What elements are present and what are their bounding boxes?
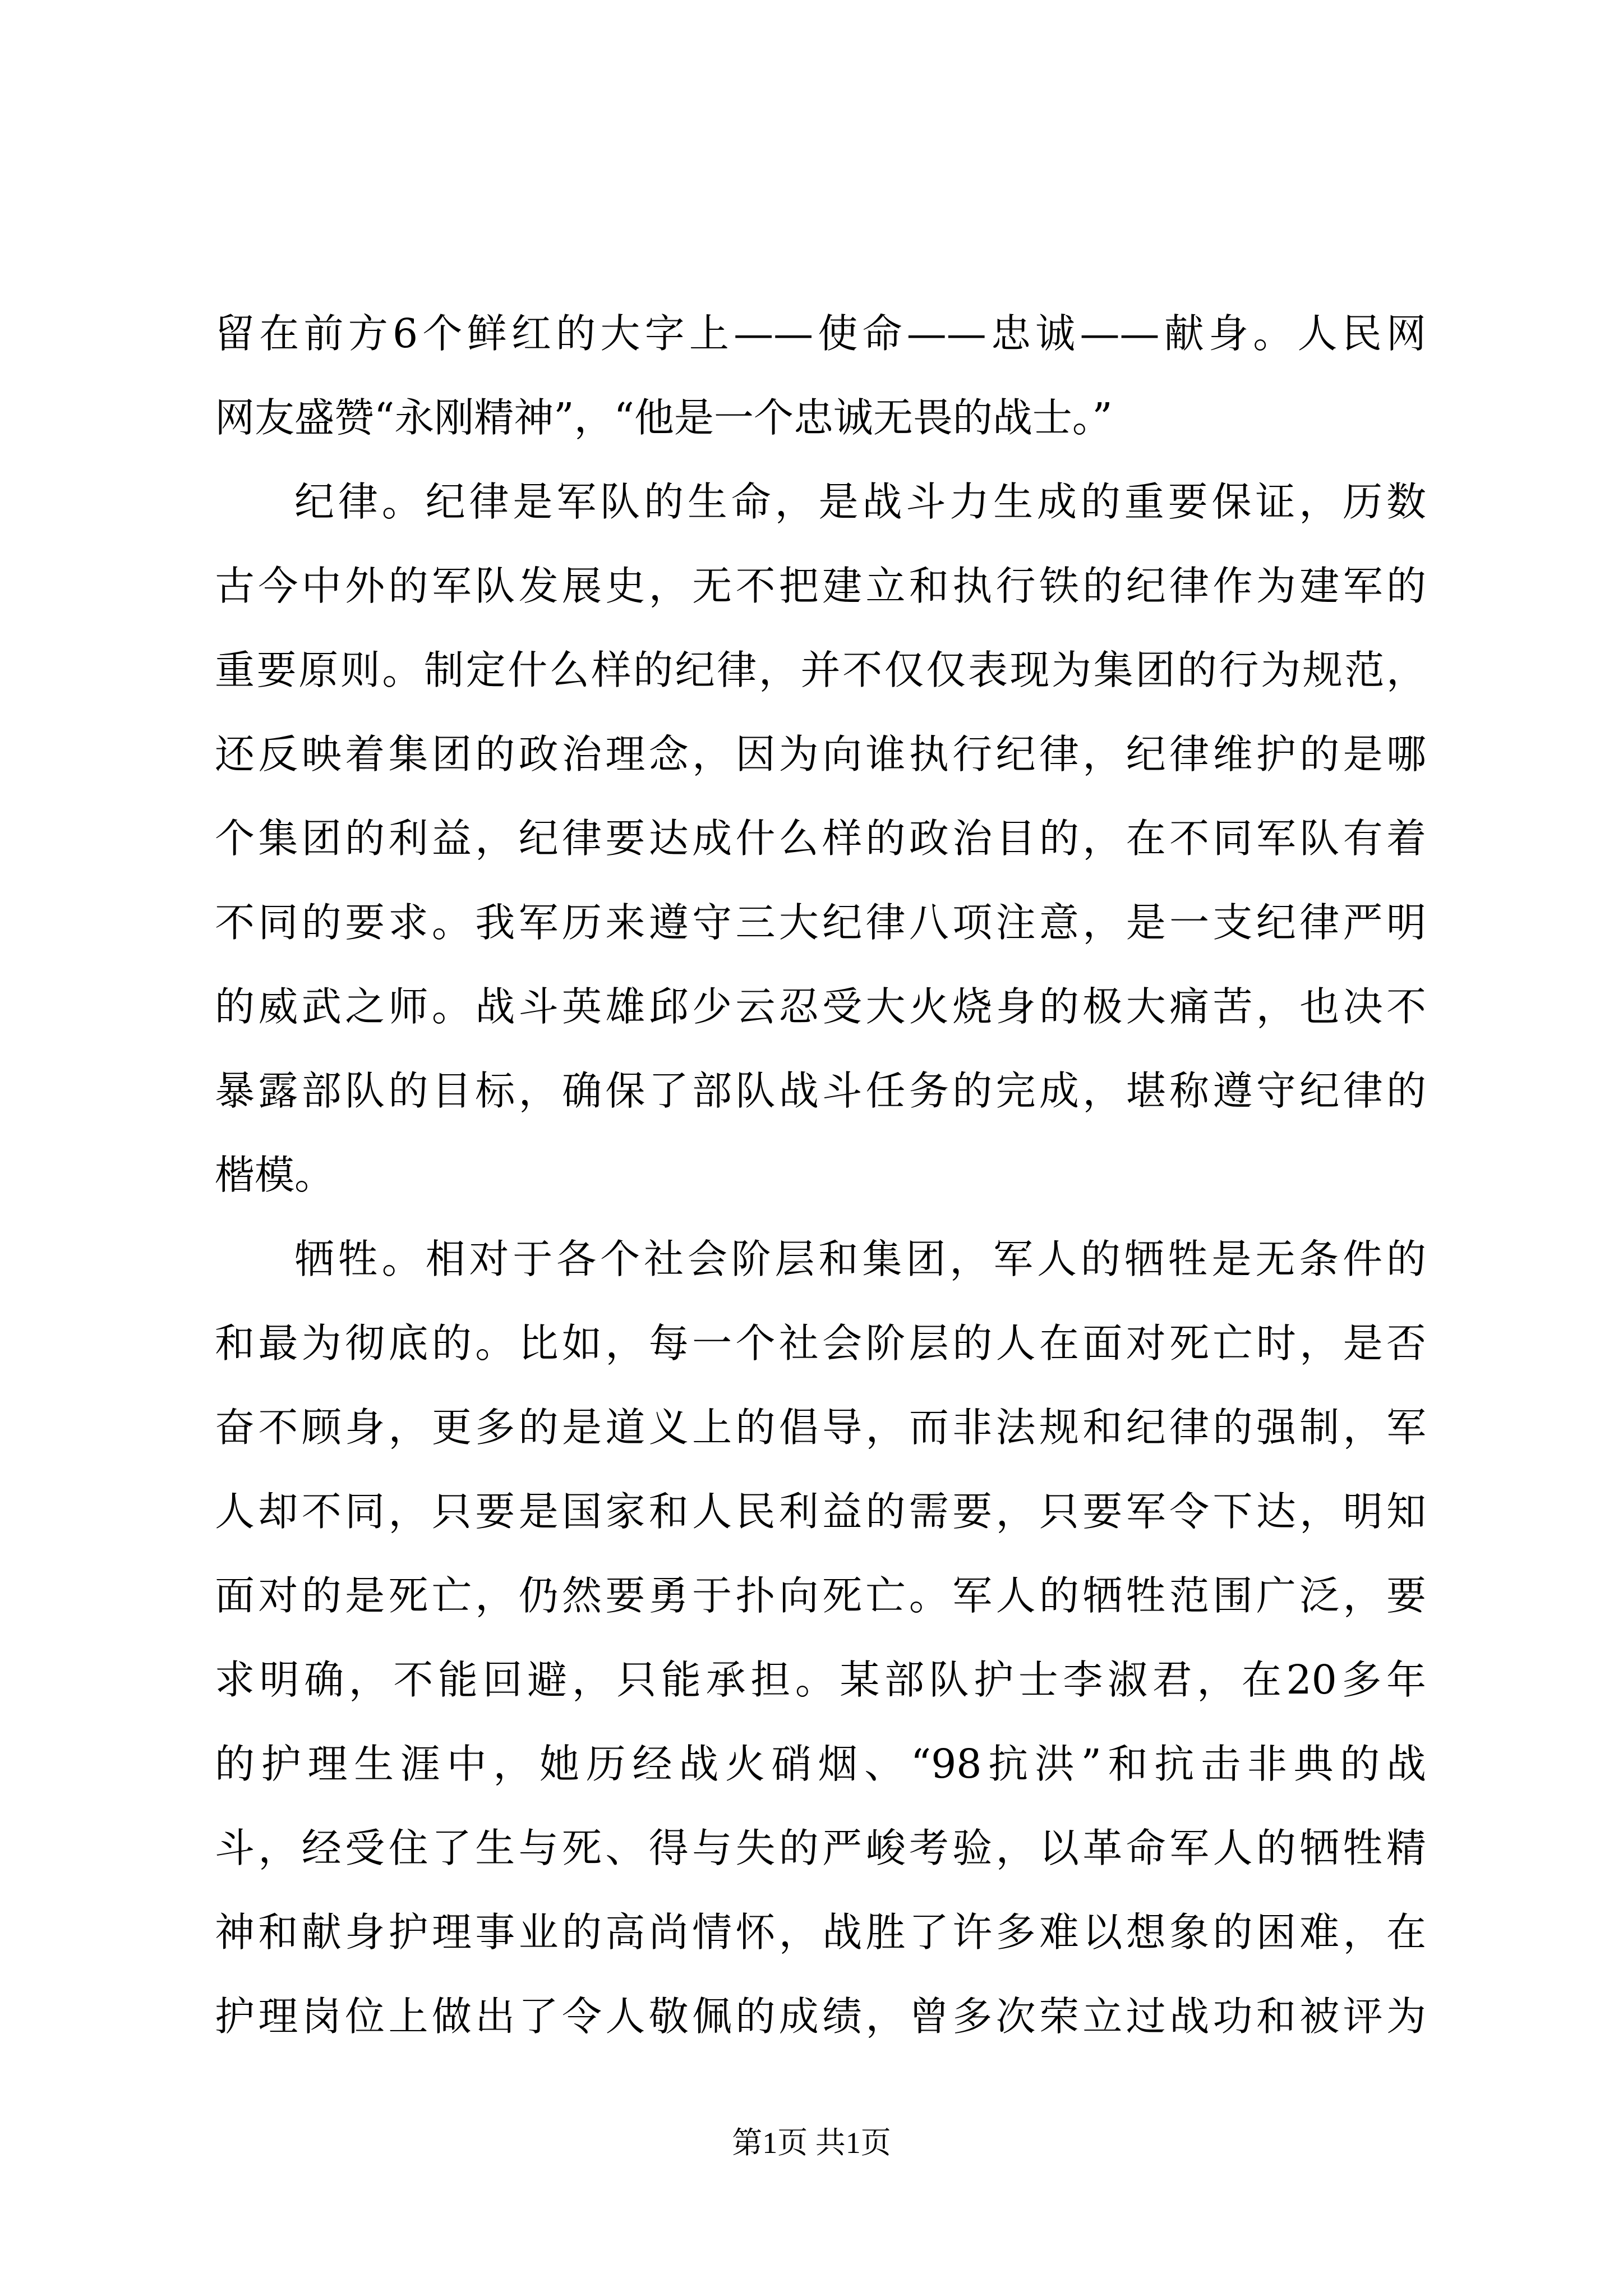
paragraph-2-line-8: 暴露部队的目标，确保了部队战斗任务的完成，堪称遵守纪律的 bbox=[215, 1068, 1426, 1114]
paragraph-2-line-5: 个集团的利益，纪律要达成什么样的政治目的，在不同军队有着 bbox=[215, 815, 1426, 862]
paragraph-3-line-5: 面对的是死亡，仍然要勇于扑向死亡。军人的牺牲范围广泛，要 bbox=[215, 1572, 1426, 1619]
paragraph-2-line-9: 楷模。 bbox=[215, 1152, 335, 1198]
paragraph-1-line-2: 网友盛赞“永刚精神”，“他是一个忠诚无畏的战士。” bbox=[215, 394, 1113, 441]
paragraph-2-line-3: 重要原则。制定什么样的纪律，并不仅仅表现为集团的行为规范， bbox=[215, 647, 1426, 693]
paragraph-2-line-7: 的威武之师。战斗英雄邱少云忍受大火烧身的极大痛苦，也决不 bbox=[215, 983, 1426, 1030]
paragraph-3-line-6: 求明确，不能回避，只能承担。某部队护士李淑君，在20多年 bbox=[215, 1657, 1426, 1703]
paragraph-2-line-2: 古今中外的军队发展史，无不把建立和执行铁的纪律作为建军的 bbox=[215, 563, 1426, 609]
page-footer: 第1页 共1页 bbox=[732, 2126, 891, 2160]
paragraph-1-line-1: 留在前方6个鲜红的大字上——使命——忠诚——献身。人民网 bbox=[215, 310, 1426, 357]
paragraph-3-line-9: 神和献身护理事业的高尚情怀，战胜了许多难以想象的困难，在 bbox=[215, 1909, 1426, 1955]
paragraph-3-line-8: 斗，经受住了生与死、得与失的严峻考验，以革命军人的牺牲精 bbox=[215, 1825, 1426, 1871]
document-body bbox=[215, 292, 1426, 2059]
paragraph-3-line-2: 和最为彻底的。比如，每一个社会阶层的人在面对死亡时，是否 bbox=[215, 1320, 1426, 1366]
paragraph-3-line-3: 奋不顾身，更多的是道义上的倡导，而非法规和纪律的强制，军 bbox=[215, 1404, 1426, 1451]
paragraph-2-line-6: 不同的要求。我军历来遵守三大纪律八项注意，是一支纪律严明 bbox=[215, 899, 1426, 946]
paragraph-2-line-1: 纪律。纪律是军队的生命，是战斗力生成的重要保证，历数 bbox=[294, 478, 1426, 525]
paragraph-3-line-7: 的护理生涯中，她历经战火硝烟、“98抗洪”和抗击非典的战 bbox=[215, 1741, 1426, 1787]
paragraph-3-line-10: 护理岗位上做出了令人敬佩的成绩，曾多次荣立过战功和被评为 bbox=[215, 1993, 1426, 2040]
paragraph-2-line-4: 还反映着集团的政治理念，因为向谁执行纪律，纪律维护的是哪 bbox=[215, 731, 1426, 777]
paragraph-3-line-4: 人却不同，只要是国家和人民利益的需要，只要军令下达，明知 bbox=[215, 1488, 1426, 1535]
paragraph-3-line-1: 牺牲。相对于各个社会阶层和集团，军人的牺牲是无条件的 bbox=[294, 1236, 1426, 1282]
